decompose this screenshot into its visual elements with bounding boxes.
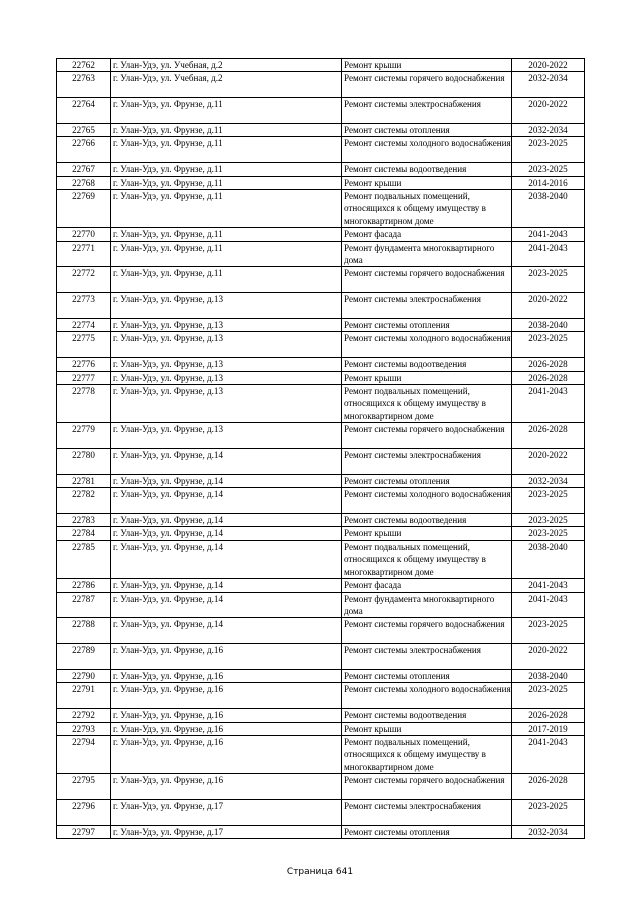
row-number-cell: 22772 — [57, 267, 111, 293]
row-number-cell: 22778 — [57, 385, 111, 423]
address-cell: г. Улан-Удэ, ул. Фрунзе, д.13 — [111, 319, 342, 332]
address-cell: г. Улан-Удэ, ул. Фрунзе, д.11 — [111, 267, 342, 293]
work-type-cell: Ремонт системы горячего водоснабжения — [342, 267, 512, 293]
work-type-cell: Ремонт крыши — [342, 722, 512, 735]
works-table — [56, 58, 585, 839]
address-cell: г. Улан-Удэ, ул. Фрунзе, д.16 — [111, 774, 342, 800]
work-type-cell: Ремонт системы холодного водоснабжения — [342, 137, 512, 163]
address-cell: г. Улан-Удэ, ул. Фрунзе, д.11 — [111, 228, 342, 241]
table-row — [57, 540, 585, 578]
work-type-cell: Ремонт системы горячего водоснабжения — [342, 774, 512, 800]
period-cell: 2041-2043 — [512, 228, 585, 241]
address-cell: г. Улан-Удэ, ул. Фрунзе, д.11 — [111, 137, 342, 163]
work-type-cell: Ремонт крыши — [342, 527, 512, 540]
work-type-cell: Ремонт системы водоотведения — [342, 358, 512, 371]
period-cell: 2038-2040 — [512, 190, 585, 228]
address-cell: г. Улан-Удэ, ул. Фрунзе, д.16 — [111, 735, 342, 773]
row-number-cell: 22793 — [57, 722, 111, 735]
row-number-cell: 22763 — [57, 72, 111, 98]
table-row — [57, 124, 585, 137]
period-cell: 2017-2019 — [512, 722, 585, 735]
work-type-cell: Ремонт системы отопления — [342, 669, 512, 682]
table-row — [57, 176, 585, 189]
work-type-cell: Ремонт фундамента многоквартирного дома — [342, 592, 512, 618]
table-row — [57, 488, 585, 514]
period-cell: 2020-2022 — [512, 59, 585, 72]
period-cell: 2023-2025 — [512, 683, 585, 709]
work-type-cell: Ремонт фасада — [342, 579, 512, 592]
row-number-cell: 22784 — [57, 527, 111, 540]
table-row — [57, 98, 585, 124]
table-row — [57, 59, 585, 72]
table-row — [57, 371, 585, 384]
table-row — [57, 735, 585, 773]
row-number-cell: 22771 — [57, 241, 111, 267]
address-cell: г. Улан-Удэ, ул. Фрунзе, д.16 — [111, 644, 342, 670]
row-number-cell: 22780 — [57, 449, 111, 475]
table-row — [57, 163, 585, 176]
address-cell: г. Улан-Удэ, ул. Фрунзе, д.14 — [111, 449, 342, 475]
address-cell: г. Улан-Удэ, ул. Фрунзе, д.14 — [111, 618, 342, 644]
row-number-cell: 22767 — [57, 163, 111, 176]
row-number-cell: 22787 — [57, 592, 111, 618]
table-row — [57, 618, 585, 644]
row-number-cell: 22770 — [57, 228, 111, 241]
works-table-body — [57, 59, 585, 839]
address-cell: г. Улан-Удэ, ул. Фрунзе, д.11 — [111, 98, 342, 124]
work-type-cell: Ремонт системы отопления — [342, 825, 512, 838]
row-number-cell: 22788 — [57, 618, 111, 644]
row-number-cell: 22782 — [57, 488, 111, 514]
address-cell: г. Улан-Удэ, ул. Фрунзе, д.13 — [111, 358, 342, 371]
table-row — [57, 709, 585, 722]
row-number-cell: 22790 — [57, 669, 111, 682]
address-cell: г. Улан-Удэ, ул. Фрунзе, д.16 — [111, 722, 342, 735]
table-row — [57, 423, 585, 449]
table-row — [57, 241, 585, 267]
period-cell: 2026-2028 — [512, 358, 585, 371]
row-number-cell: 22791 — [57, 683, 111, 709]
table-row — [57, 137, 585, 163]
address-cell: г. Улан-Удэ, ул. Фрунзе, д.11 — [111, 124, 342, 137]
work-type-cell: Ремонт крыши — [342, 176, 512, 189]
work-type-cell: Ремонт системы электроснабжения — [342, 799, 512, 825]
period-cell: 2032-2034 — [512, 72, 585, 98]
work-type-cell: Ремонт фундамента многоквартирного дома — [342, 241, 512, 267]
period-cell: 2026-2028 — [512, 371, 585, 384]
table-row — [57, 799, 585, 825]
row-number-cell: 22765 — [57, 124, 111, 137]
table-row — [57, 293, 585, 319]
work-type-cell: Ремонт системы водоотведения — [342, 709, 512, 722]
row-number-cell: 22769 — [57, 190, 111, 228]
table-row — [57, 644, 585, 670]
address-cell: г. Улан-Удэ, ул. Фрунзе, д.14 — [111, 488, 342, 514]
row-number-cell: 22774 — [57, 319, 111, 332]
row-number-cell: 22789 — [57, 644, 111, 670]
table-row — [57, 228, 585, 241]
row-number-cell: 22775 — [57, 332, 111, 358]
period-cell: 2023-2025 — [512, 137, 585, 163]
work-type-cell: Ремонт системы горячего водоснабжения — [342, 618, 512, 644]
row-number-cell: 22797 — [57, 825, 111, 838]
period-cell: 2023-2025 — [512, 332, 585, 358]
row-number-cell: 22786 — [57, 579, 111, 592]
address-cell: г. Улан-Удэ, ул. Фрунзе, д.11 — [111, 190, 342, 228]
period-cell: 2038-2040 — [512, 540, 585, 578]
work-type-cell: Ремонт подвальных помещений, относящихся к общему имуществу в многоквартирном доме — [342, 735, 512, 773]
period-cell: 2023-2025 — [512, 799, 585, 825]
period-cell: 2038-2040 — [512, 319, 585, 332]
period-cell: 2020-2022 — [512, 98, 585, 124]
row-number-cell: 22795 — [57, 774, 111, 800]
row-number-cell: 22781 — [57, 474, 111, 487]
work-type-cell: Ремонт подвальных помещений, относящихся к общему имуществу в многоквартирном доме — [342, 385, 512, 423]
work-type-cell: Ремонт системы электроснабжения — [342, 644, 512, 670]
period-cell: 2026-2028 — [512, 423, 585, 449]
row-number-cell: 22779 — [57, 423, 111, 449]
work-type-cell: Ремонт фасада — [342, 228, 512, 241]
page-number: Страница 641 — [286, 867, 354, 877]
address-cell: г. Улан-Удэ, ул. Фрунзе, д.11 — [111, 163, 342, 176]
address-cell: г. Улан-Удэ, ул. Фрунзе, д.14 — [111, 474, 342, 487]
address-cell: г. Улан-Удэ, ул. Фрунзе, д.17 — [111, 799, 342, 825]
table-row — [57, 190, 585, 228]
row-number-cell: 22796 — [57, 799, 111, 825]
work-type-cell: Ремонт системы горячего водоснабжения — [342, 72, 512, 98]
table-row — [57, 449, 585, 475]
period-cell: 2023-2025 — [512, 514, 585, 527]
period-cell: 2041-2043 — [512, 592, 585, 618]
work-type-cell: Ремонт системы электроснабжения — [342, 293, 512, 319]
row-number-cell: 22764 — [57, 98, 111, 124]
period-cell: 2020-2022 — [512, 449, 585, 475]
work-type-cell: Ремонт системы электроснабжения — [342, 98, 512, 124]
row-number-cell: 22776 — [57, 358, 111, 371]
row-number-cell: 22783 — [57, 514, 111, 527]
address-cell: г. Улан-Удэ, ул. Фрунзе, д.17 — [111, 825, 342, 838]
row-number-cell: 22785 — [57, 540, 111, 578]
period-cell: 2032-2034 — [512, 474, 585, 487]
row-number-cell: 22768 — [57, 176, 111, 189]
work-type-cell: Ремонт системы водоотведения — [342, 163, 512, 176]
address-cell: г. Улан-Удэ, ул. Фрунзе, д.11 — [111, 176, 342, 189]
work-type-cell: Ремонт подвальных помещений, относящихся к общему имуществу в многоквартирном доме — [342, 540, 512, 578]
period-cell: 2041-2043 — [512, 579, 585, 592]
work-type-cell: Ремонт системы отопления — [342, 124, 512, 137]
period-cell: 2023-2025 — [512, 163, 585, 176]
address-cell: г. Улан-Удэ, ул. Фрунзе, д.14 — [111, 527, 342, 540]
row-number-cell: 22777 — [57, 371, 111, 384]
row-number-cell: 22762 — [57, 59, 111, 72]
period-cell: 2020-2022 — [512, 644, 585, 670]
address-cell: г. Улан-Удэ, ул. Фрунзе, д.14 — [111, 592, 342, 618]
work-type-cell: Ремонт крыши — [342, 371, 512, 384]
table-row — [57, 579, 585, 592]
work-type-cell: Ремонт системы горячего водоснабжения — [342, 423, 512, 449]
period-cell: 2014-2016 — [512, 176, 585, 189]
address-cell: г. Улан-Удэ, ул. Фрунзе, д.14 — [111, 514, 342, 527]
table-row — [57, 774, 585, 800]
table-row — [57, 514, 585, 527]
table-row — [57, 267, 585, 293]
period-cell: 2023-2025 — [512, 527, 585, 540]
row-number-cell: 22766 — [57, 137, 111, 163]
table-row — [57, 592, 585, 618]
table-row — [57, 385, 585, 423]
address-cell: г. Улан-Удэ, ул. Фрунзе, д.14 — [111, 540, 342, 578]
period-cell: 2023-2025 — [512, 488, 585, 514]
address-cell: г. Улан-Удэ, ул. Учебная, д.2 — [111, 59, 342, 72]
work-type-cell: Ремонт системы холодного водоснабжения — [342, 683, 512, 709]
table-row — [57, 683, 585, 709]
work-type-cell: Ремонт подвальных помещений, относящихся к общему имуществу в многоквартирном доме — [342, 190, 512, 228]
period-cell: 2041-2043 — [512, 241, 585, 267]
period-cell: 2020-2022 — [512, 293, 585, 319]
period-cell: 2041-2043 — [512, 735, 585, 773]
address-cell: г. Улан-Удэ, ул. Фрунзе, д.13 — [111, 423, 342, 449]
period-cell: 2038-2040 — [512, 669, 585, 682]
table-row — [57, 825, 585, 838]
address-cell: г. Улан-Удэ, ул. Учебная, д.2 — [111, 72, 342, 98]
table-row — [57, 72, 585, 98]
period-cell: 2041-2043 — [512, 385, 585, 423]
table-row — [57, 358, 585, 371]
period-cell: 2026-2028 — [512, 709, 585, 722]
table-row — [57, 332, 585, 358]
address-cell: г. Улан-Удэ, ул. Фрунзе, д.14 — [111, 579, 342, 592]
table-row — [57, 669, 585, 682]
address-cell: г. Улан-Удэ, ул. Фрунзе, д.16 — [111, 669, 342, 682]
work-type-cell: Ремонт системы холодного водоснабжения — [342, 488, 512, 514]
period-cell: 2023-2025 — [512, 267, 585, 293]
row-number-cell: 22792 — [57, 709, 111, 722]
work-type-cell: Ремонт системы электроснабжения — [342, 449, 512, 475]
table-row — [57, 319, 585, 332]
table-row — [57, 527, 585, 540]
work-type-cell: Ремонт крыши — [342, 59, 512, 72]
work-type-cell: Ремонт системы холодного водоснабжения — [342, 332, 512, 358]
work-type-cell: Ремонт системы отопления — [342, 319, 512, 332]
table-row — [57, 722, 585, 735]
period-cell: 2023-2025 — [512, 618, 585, 644]
period-cell: 2032-2034 — [512, 825, 585, 838]
address-cell: г. Улан-Удэ, ул. Фрунзе, д.16 — [111, 683, 342, 709]
row-number-cell: 22773 — [57, 293, 111, 319]
period-cell: 2032-2034 — [512, 124, 585, 137]
work-type-cell: Ремонт системы водоотведения — [342, 514, 512, 527]
address-cell: г. Улан-Удэ, ул. Фрунзе, д.16 — [111, 709, 342, 722]
period-cell: 2026-2028 — [512, 774, 585, 800]
address-cell: г. Улан-Удэ, ул. Фрунзе, д.13 — [111, 371, 342, 384]
row-number-cell: 22794 — [57, 735, 111, 773]
table-row — [57, 474, 585, 487]
address-cell: г. Улан-Удэ, ул. Фрунзе, д.11 — [111, 241, 342, 267]
address-cell: г. Улан-Удэ, ул. Фрунзе, д.13 — [111, 332, 342, 358]
address-cell: г. Улан-Удэ, ул. Фрунзе, д.13 — [111, 293, 342, 319]
address-cell: г. Улан-Удэ, ул. Фрунзе, д.13 — [111, 385, 342, 423]
work-type-cell: Ремонт системы отопления — [342, 474, 512, 487]
